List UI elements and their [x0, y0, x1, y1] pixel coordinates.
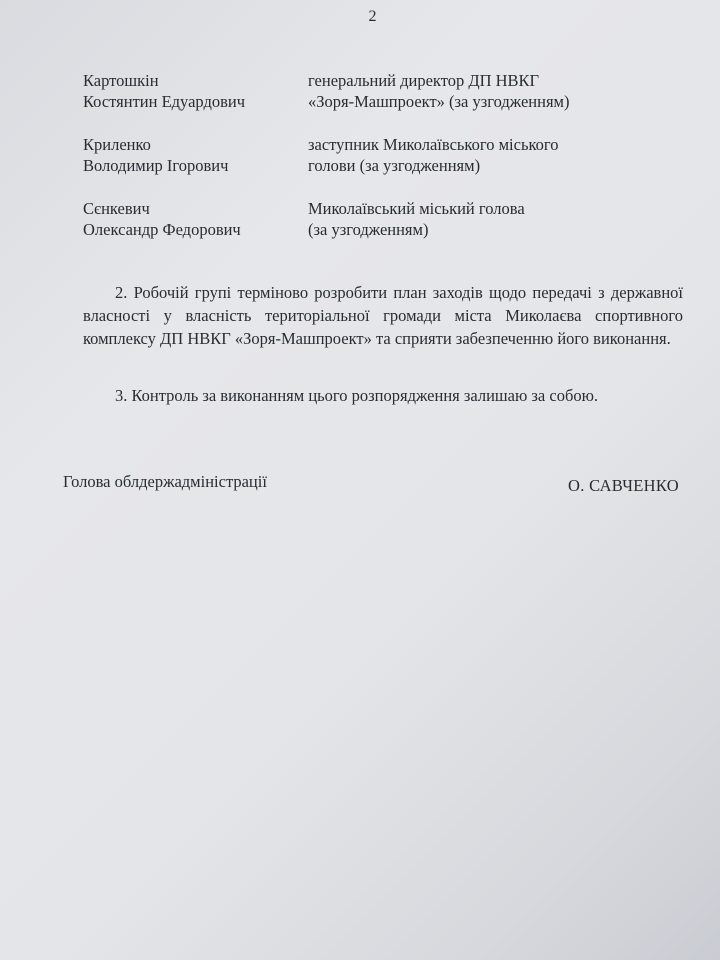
member-name — [83, 198, 303, 240]
member-given-names: Олександр Федорович — [83, 220, 241, 239]
member-role — [308, 70, 648, 112]
signatory-title: Голова облдержадміністрації — [63, 472, 267, 491]
member-role-line: заступник Миколаївського міського — [308, 135, 559, 154]
signatory-name: О. САВЧЕНКО — [568, 476, 679, 495]
member-role-line: «Зоря-Машпроект» (за узгодженням) — [308, 92, 570, 111]
member-role-line: генеральний директор ДП НВКГ — [308, 71, 540, 90]
page-number: 2 — [368, 8, 377, 25]
member-entry — [83, 134, 683, 198]
member-entry — [83, 70, 683, 134]
member-role-line: голови (за узгодженням) — [308, 156, 481, 175]
member-role — [308, 198, 648, 240]
paragraph-item-2: 2. Робочій групі терміново розробити план заходів щодо передачі з державної власності у власність територіальної громади міста Миколаєва спортивного комплексу ДП НВКГ «Зоря-Машпроект» та сприяти забезпеченню його виконання. — [83, 283, 683, 348]
member-surname: Криленко — [83, 135, 151, 154]
member-entry — [83, 198, 683, 262]
member-role-line: (за узгодженням) — [308, 220, 429, 239]
paragraph-item-3: 3. Контроль за виконанням цього розпорядження залишаю за собою. — [115, 386, 599, 405]
member-name — [83, 70, 303, 112]
working-group-members-list — [83, 70, 683, 262]
member-given-names: Костянтин Едуардович — [83, 92, 246, 111]
member-surname: Сєнкевич — [83, 199, 150, 218]
member-name — [83, 134, 303, 176]
member-role — [308, 134, 648, 176]
member-role-line: Миколаївський міський голова — [308, 199, 525, 218]
member-surname: Картошкін — [83, 71, 159, 90]
member-given-names: Володимир Ігорович — [83, 156, 229, 175]
